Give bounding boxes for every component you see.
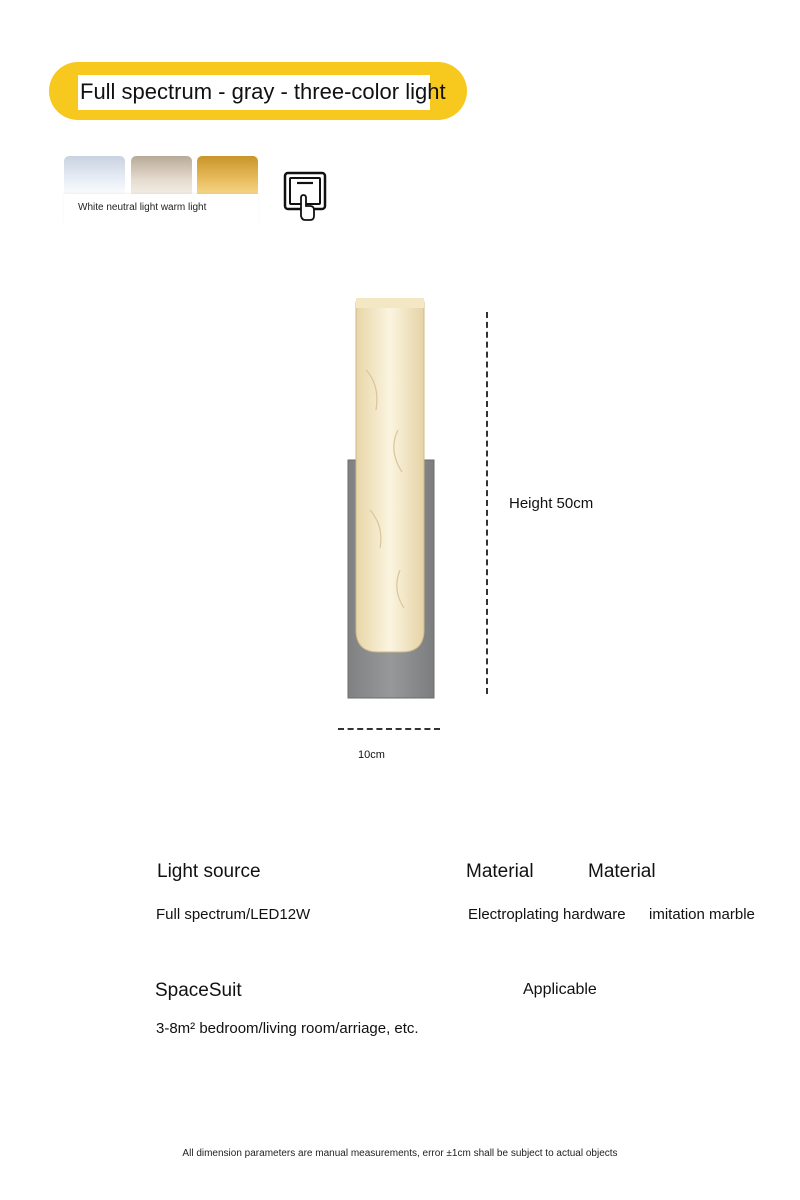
material-label-1: Material (466, 861, 534, 882)
material-value-1: Electroplating hardware (468, 906, 626, 923)
light-source-label: Light source (157, 861, 261, 882)
applicable-label: Applicable (523, 981, 597, 998)
white-light-swatch (64, 156, 125, 198)
space-label: SpaceSuit (155, 980, 242, 1001)
lamp-image (340, 290, 450, 710)
height-label: Height 50cm (509, 495, 594, 512)
page-title: Full spectrum - gray - three-color light (80, 79, 446, 104)
space-value: 3-8m² bedroom/living room/arriage, etc. (156, 1020, 419, 1037)
touch-switch-icon (282, 170, 328, 222)
height-dimension-line (486, 312, 488, 694)
material-label-2: Material (588, 861, 656, 882)
swatch-label: White neutral light warm light (78, 202, 207, 213)
width-label: 10cm (358, 749, 385, 761)
footer-note: All dimension parameters are manual measurements, error ±1cm shall be subject to actual objects (182, 1148, 618, 1159)
width-dimension-line (338, 728, 440, 730)
neutral-light-swatch (131, 156, 192, 198)
material-value-2: imitation marble (649, 906, 755, 923)
light-source-value: Full spectrum/LED12W (156, 906, 311, 923)
warm-light-swatch (197, 156, 258, 198)
color-swatches (64, 156, 258, 224)
